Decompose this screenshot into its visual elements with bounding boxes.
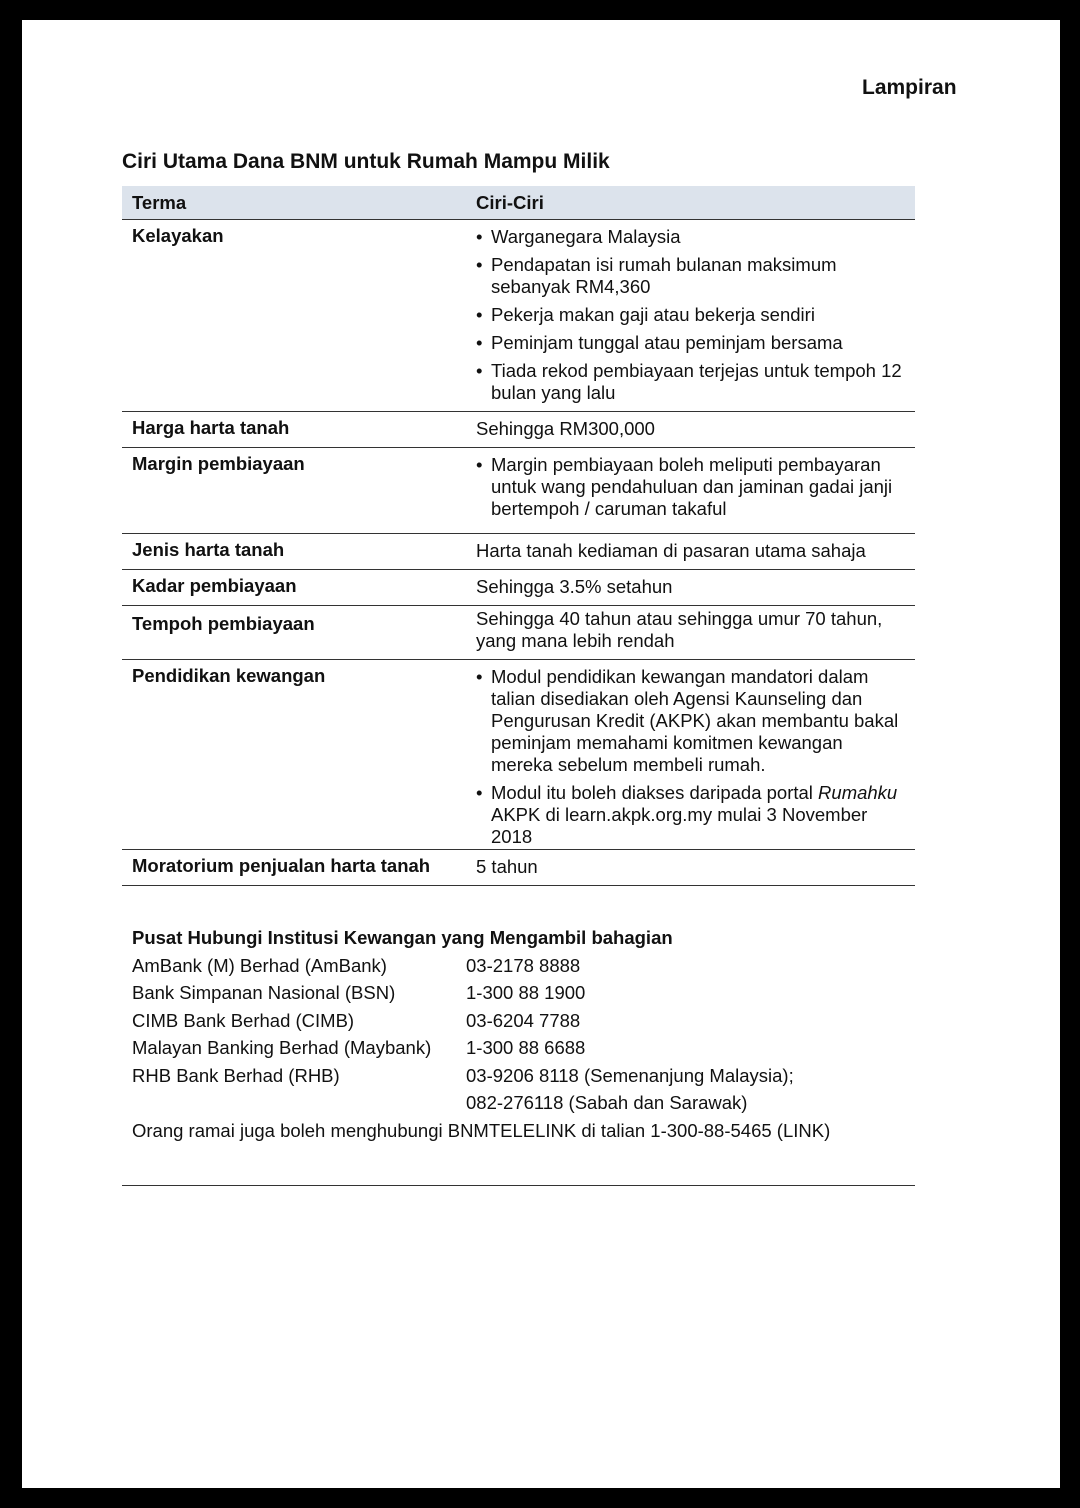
list-item: • Margin pembiayaan boleh meliputi pembayaran untuk wang pendahuluan dan jaminan gadai janji bertempoh / caruman takaful: [476, 454, 905, 520]
term-label: Kadar pembiayaan: [122, 570, 456, 606]
column-header-terma: Terma: [122, 186, 456, 220]
list-item: [476, 782, 905, 848]
list-item: • Pendapatan isi rumah bulanan maksimum sebanyak RM4,360: [476, 254, 905, 298]
term-label: Harga harta tanah: [122, 412, 456, 448]
bank-phone: 03-6204 7788: [466, 1009, 581, 1031]
contact-heading: Pusat Hubungi Institusi Kewangan yang Mengambil bahagian: [132, 927, 673, 948]
contact-row: [132, 952, 912, 980]
table-row: [122, 570, 915, 606]
term-value: [456, 220, 915, 412]
term-label: Moratorium penjualan harta tanah: [122, 850, 456, 886]
term-value: Sehingga RM300,000: [456, 412, 915, 448]
term-value: Harta tanah kediaman di pasaran utama sahaja: [456, 534, 915, 570]
term-value: [456, 448, 915, 534]
bank-name: Malayan Banking Berhad (Maybank): [132, 1037, 432, 1058]
contact-row: [132, 1007, 912, 1035]
term-value: 5 tahun: [456, 850, 915, 886]
bank-phone: 03-9206 8118 (Semenanjung Malaysia);: [466, 1064, 794, 1086]
module-text-end: AKPK di learn.akpk.org.my mulai 3 November 2018: [491, 804, 868, 847]
bank-phone: 082-276118 (Sabah dan Sarawak): [466, 1092, 748, 1113]
term-label: Jenis harta tanah: [122, 534, 456, 570]
contact-section: [132, 924, 912, 1144]
table-row: [122, 534, 915, 570]
term-value: [456, 660, 915, 850]
rumahku-portal-name: Rumahku: [818, 782, 898, 803]
bnmtelelink-note: Orang ramai juga boleh menghubungi BNMTELELINK di talian 1-300-88-5465 (LINK): [132, 1119, 831, 1141]
document-page: [22, 20, 1060, 1488]
term-label: Margin pembiayaan: [122, 448, 456, 534]
bank-phone: 1-300 88 1900: [466, 982, 586, 1003]
table-row: [122, 448, 915, 534]
contact-row: [132, 1062, 912, 1117]
table-row: [122, 850, 915, 886]
table-row: [122, 412, 915, 448]
appendix-label: Lampiran: [862, 76, 957, 99]
bank-name: Bank Simpanan Nasional (BSN): [132, 982, 396, 1003]
bank-phone: 1-300 88 6688: [466, 1037, 586, 1058]
bank-phones: [466, 1062, 794, 1117]
contact-row: [132, 1034, 912, 1062]
list-item: • Warganegara Malaysia: [476, 226, 905, 248]
module-text-start: Modul itu boleh diakses daripada portal: [491, 782, 819, 803]
term-value: Sehingga 3.5% setahun: [456, 570, 915, 606]
bank-phone: 03-2178 8888: [466, 954, 581, 976]
bottom-divider: [122, 1185, 915, 1186]
list-item: • Tiada rekod pembiayaan terjejas untuk tempoh 12 bulan yang lalu: [476, 360, 905, 404]
list-item: • Peminjam tunggal atau peminjam bersama: [476, 332, 905, 354]
contact-row: [132, 979, 912, 1007]
terms-table: [122, 186, 915, 886]
term-label: Tempoh pembiayaan: [122, 606, 456, 660]
document-title: Ciri Utama Dana BNM untuk Rumah Mampu Milik: [122, 150, 610, 173]
term-value: Sehingga 40 tahun atau sehingga umur 70 tahun, yang mana lebih rendah: [456, 606, 915, 660]
table-row: [122, 606, 915, 660]
bank-name: CIMB Bank Berhad (CIMB): [132, 1009, 355, 1031]
list-item: • Pekerja makan gaji atau bekerja sendiri: [476, 304, 905, 326]
list-item: • Modul pendidikan kewangan mandatori dalam talian disediakan oleh Agensi Kaunseling dan Pengurusan Kredit (AKPK) akan membantu bakal peminjam memahami komitmen kewangan mereka sebelum membeli rumah.: [476, 666, 905, 776]
bank-name: AmBank (M) Berhad (AmBank): [132, 954, 387, 976]
bank-name: RHB Bank Berhad (RHB): [132, 1064, 340, 1086]
term-label: Kelayakan: [122, 220, 456, 412]
table-row: [122, 220, 915, 412]
bullet-list: [476, 666, 905, 848]
table-header-row: [122, 186, 915, 220]
column-header-ciri-ciri: Ciri-Ciri: [456, 186, 915, 220]
term-label: Pendidikan kewangan: [122, 660, 456, 850]
bullet-list: [476, 454, 905, 520]
table-row: [122, 660, 915, 850]
bullet-list: [476, 226, 905, 404]
